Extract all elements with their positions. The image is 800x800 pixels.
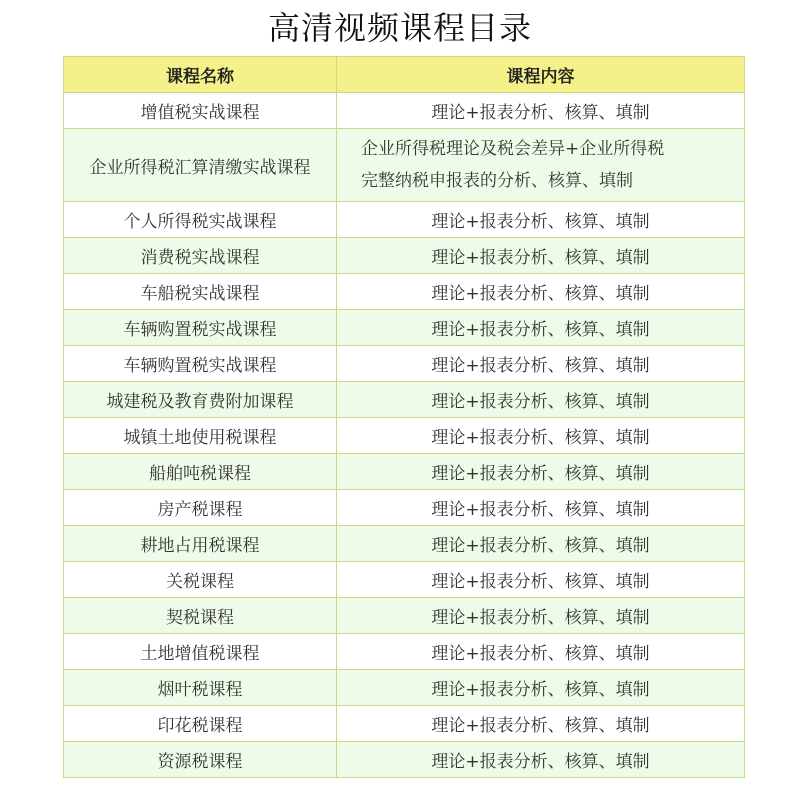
course-name-cell: 资源税课程	[64, 742, 337, 778]
course-catalog-table	[63, 56, 745, 778]
course-content-cell	[337, 129, 745, 202]
course-content-cell: 理论+报表分析、核算、填制	[337, 670, 745, 706]
table-row	[64, 598, 745, 634]
course-content-cell: 理论+报表分析、核算、填制	[337, 454, 745, 490]
course-content-cell: 理论+报表分析、核算、填制	[337, 274, 745, 310]
course-name-cell: 船舶吨税课程	[64, 454, 337, 490]
course-content-cell: 理论+报表分析、核算、填制	[337, 202, 745, 238]
course-content-cell: 理论+报表分析、核算、填制	[337, 382, 745, 418]
course-content-cell: 理论+报表分析、核算、填制	[337, 598, 745, 634]
course-name-cell: 关税课程	[64, 562, 337, 598]
course-name-cell: 车辆购置税实战课程	[64, 310, 337, 346]
course-content-cell: 理论+报表分析、核算、填制	[337, 490, 745, 526]
column-header-course-content: 课程内容	[337, 57, 745, 93]
table-row	[64, 382, 745, 418]
table-row	[64, 526, 745, 562]
table-row	[64, 238, 745, 274]
column-header-course-name: 课程名称	[64, 57, 337, 93]
course-name-cell: 土地增值税课程	[64, 634, 337, 670]
table-row	[64, 202, 745, 238]
course-content-cell: 理论+报表分析、核算、填制	[337, 742, 745, 778]
table-row	[64, 670, 745, 706]
course-name-cell: 城镇土地使用税课程	[64, 418, 337, 454]
course-name-cell: 车辆购置税实战课程	[64, 346, 337, 382]
course-content-cell: 理论+报表分析、核算、填制	[337, 418, 745, 454]
course-name-cell: 印花税课程	[64, 706, 337, 742]
course-content-cell: 理论+报表分析、核算、填制	[337, 93, 745, 129]
course-name-cell: 契税课程	[64, 598, 337, 634]
course-content-cell: 理论+报表分析、核算、填制	[337, 562, 745, 598]
table-row	[64, 454, 745, 490]
table-row	[64, 742, 745, 778]
course-name-cell: 烟叶税课程	[64, 670, 337, 706]
course-content-line: 企业所得税理论及税会差异+企业所得税	[361, 139, 665, 159]
course-name-cell: 企业所得税汇算清缴实战课程	[64, 129, 337, 202]
table-row	[64, 93, 745, 129]
table-row	[64, 490, 745, 526]
course-content-cell: 理论+报表分析、核算、填制	[337, 238, 745, 274]
course-content-cell: 理论+报表分析、核算、填制	[337, 706, 745, 742]
course-content-cell: 理论+报表分析、核算、填制	[337, 310, 745, 346]
course-name-cell: 车船税实战课程	[64, 274, 337, 310]
table-row	[64, 418, 745, 454]
course-content-line: 完整纳税申报表的分析、核算、填制	[361, 171, 633, 191]
course-content-cell: 理论+报表分析、核算、填制	[337, 346, 745, 382]
course-name-cell: 消费税实战课程	[64, 238, 337, 274]
course-name-cell: 房产税课程	[64, 490, 337, 526]
table-body	[64, 93, 745, 778]
table-row	[64, 274, 745, 310]
page-title: 高清视频课程目录	[267, 9, 532, 47]
course-content-cell: 理论+报表分析、核算、填制	[337, 634, 745, 670]
course-name-cell: 增值税实战课程	[64, 93, 337, 129]
course-name-cell: 城建税及教育费附加课程	[64, 382, 337, 418]
course-name-cell: 耕地占用税课程	[64, 526, 337, 562]
course-content-cell: 理论+报表分析、核算、填制	[337, 526, 745, 562]
table-row	[64, 310, 745, 346]
table-row	[64, 346, 745, 382]
course-name-cell: 个人所得税实战课程	[64, 202, 337, 238]
table-row	[64, 562, 745, 598]
table-row	[64, 129, 745, 202]
table-row	[64, 706, 745, 742]
table-header-row	[64, 57, 745, 93]
table-row	[64, 634, 745, 670]
